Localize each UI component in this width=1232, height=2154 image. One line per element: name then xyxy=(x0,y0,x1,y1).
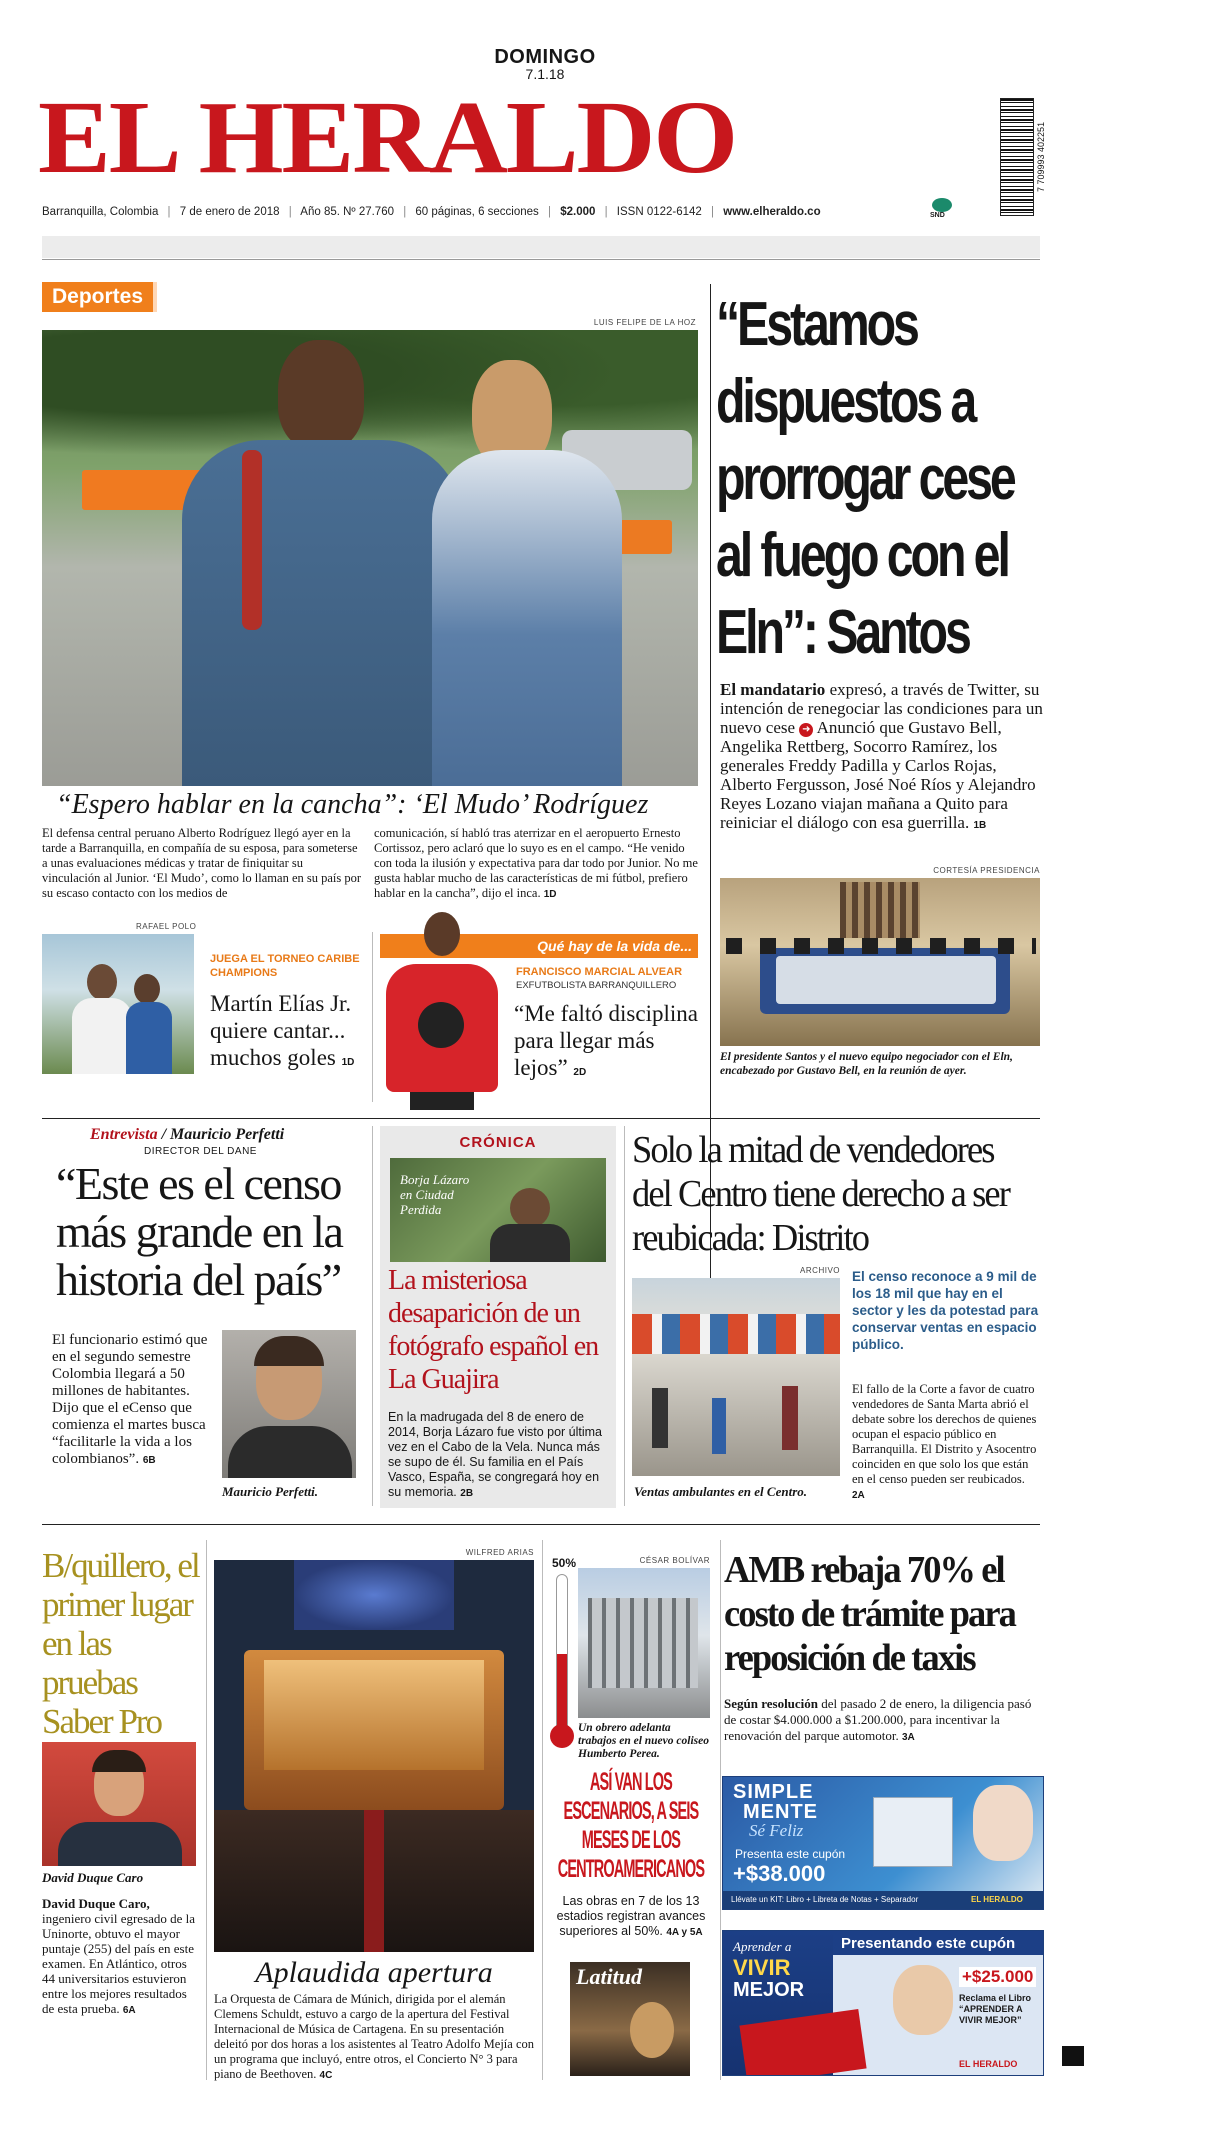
ad2-header: Presentando este cupón xyxy=(841,1935,1016,1952)
vendors-ref[interactable]: 2A xyxy=(852,1490,865,1501)
festival-ref[interactable]: 4C xyxy=(319,2070,333,2081)
interview-quote[interactable]: “Este es el censo más grande en la historia del país” xyxy=(56,1158,343,1305)
amb-body xyxy=(724,1696,1044,1746)
divider xyxy=(42,1118,1040,1119)
cronica-ref[interactable]: 2B xyxy=(460,1488,474,1499)
divider xyxy=(206,1540,207,2080)
teaser2-name: FRANCISCO MARCIAL ALVEAR xyxy=(516,966,683,978)
edition-day: DOMINGO xyxy=(494,46,596,68)
info-web[interactable]: www.elheraldo.co xyxy=(723,206,821,218)
sports-headline[interactable]: “Espero hablar en la cancha”: ‘El Mudo’ Rodríguez xyxy=(56,789,649,820)
thermometer-fill xyxy=(557,1654,567,1733)
info-issn: ISSN 0122-6142 xyxy=(616,206,702,218)
vendors-photo[interactable] xyxy=(632,1278,840,1476)
latitud-title: Latitud xyxy=(576,1964,643,1989)
ad-vivir-mejor[interactable] xyxy=(722,1930,1044,2076)
teaser1-credit: RAFAEL POLO xyxy=(136,922,197,931)
masthead-logo: EL HERALDO xyxy=(38,80,737,195)
lead-text-2: Anunció que Gustavo Bell, Angelika Rettberg, Socorro Ramírez, los generales Freddy Padilla y Carlos Rojas, Alberto Fergusson, José Noé Ríos y Alejandro Reyes Lozano viajan mañana a Quito para reiniciar el diálogo con esa guerrilla. xyxy=(720,718,1036,832)
ad1-price: +$38.000 xyxy=(733,1861,826,1886)
ad1-brand: EL HERALDO xyxy=(971,1895,1023,1904)
interview-body-text: El funcionario estimó que en el segundo semestre Colombia llegará a 50 millones de habitantes. Dijo que el eCenso que comienza el martes busca “facilitarle la vida a los colombianos”. xyxy=(52,1332,208,1467)
interview-ref[interactable]: 6B xyxy=(142,1455,156,1466)
progress-pct: 50% xyxy=(552,1556,577,1570)
masthead-bar xyxy=(42,236,1040,258)
section-tag-deportes[interactable]: Deportes xyxy=(42,282,157,312)
ad2-note: Reclama el Libro “APRENDER A VIVIR MEJOR” xyxy=(959,1993,1032,2025)
vendors-body xyxy=(852,1382,1040,1503)
arrow-right-icon: ➜ xyxy=(799,723,813,737)
amb-headline[interactable]: AMB rebaja 70% el costo de trámite para reposición de taxis xyxy=(724,1549,1015,1679)
ad2-left3: MEJOR xyxy=(733,1979,805,2001)
edition-date: 7.1.18 xyxy=(525,66,565,82)
cronica-body xyxy=(388,1410,610,1501)
thermometer-bulb xyxy=(550,1724,574,1748)
ad2-price: +$25.000 xyxy=(959,1967,1036,1987)
sports-col2-ref[interactable]: 1D xyxy=(543,889,557,900)
centro-caption: Un obrero adelanta trabajos en el nuevo coliseo Humberto Perea. xyxy=(578,1722,709,1760)
sports-body-col1: El defensa central peruano Alberto Rodríguez llegó ayer en la tarde a Barranquilla, en compañía de su esposa, para someterse a unas evaluaciones médicas y tratar de finiquitar su vinculación al Junior. ‘El Mudo’, como lo llaman en su país por su escaso contacto con los medios de xyxy=(42,826,362,900)
info-pages: 60 páginas, 6 secciones xyxy=(415,206,539,218)
divider xyxy=(624,1126,625,1506)
festival-credit: WILFRED ARIAS xyxy=(465,1548,534,1557)
lead-headline[interactable]: “Estamos dispuestos a prorrogar cese al fuego con el Eln”: Santos xyxy=(716,290,1014,667)
lead-text-1: expresó, a través de Twitter, su intención de renegociar las condiciones para un nuevo cese xyxy=(720,680,1043,737)
saber-photo[interactable] xyxy=(42,1742,196,1866)
vendors-caption: Ventas ambulantes en el Centro. xyxy=(634,1484,807,1499)
centro-credit: CÉSAR BOLÍVAR xyxy=(639,1556,710,1565)
divider xyxy=(720,1540,721,2080)
lead-caption: El presidente Santos y el nuevo equipo negociador con el Eln, encabezado por Gustavo Bell, en la reunión de ayer. xyxy=(720,1051,1013,1077)
vendors-highlight: El censo reconoce a 9 mil de los 18 mil que hay en el sector y les da potestad para conservar ventas en espacio público. xyxy=(852,1269,1039,1352)
barcode-number: 7 709993 402251 xyxy=(1036,121,1046,193)
info-date: 7 de enero de 2018 xyxy=(179,206,280,218)
festival-photo[interactable] xyxy=(214,1560,534,1952)
sports-col2-text: comunicación, sí habló tras aterrizar en el aeropuerto Ernesto Cortissoz, pero aclaró que lo suyo es en el campo. “He venido con toda la ilusión y expectativa para dar todo por Junior. No me gusta hablar mucho de las características de mi fútbol, prefiero hablar en la cancha”, dijo el inca. xyxy=(374,826,698,900)
snd-label: SND xyxy=(930,212,945,219)
saber-ref[interactable]: 6A xyxy=(122,2005,136,2016)
lead-photo-credit: CORTESÍA PRESIDENCIA xyxy=(933,866,1040,875)
ad1-book xyxy=(873,1797,953,1867)
festival-body-text: La Orquesta de Cámara de Múnich, dirigida por el alemán Clemens Schuldt, estuvo a cargo de la apertura del Festival Internacional de Música de Cartagena. En su presentación deleitó por dos horas a los asistentes al Teatro Adolfo Mejía con un programa que incluyó, entre otros, el Concierto N° 3 para piano de Beethoven. xyxy=(214,1992,535,2081)
page-marker xyxy=(1062,2046,1084,2066)
centro-headline[interactable]: ASÍ VAN LOS ESCENARIOS, A SEIS MESES DE LOS CENTROAMERICANOS xyxy=(557,1768,705,1883)
masthead-info: Barranquilla, Colombia | 7 de enero de 2018 | Año 85. Nº 27.760 | 60 páginas, 6 secciones | $2.000 | ISSN 0122-6142 | www.elheraldo.co xyxy=(42,206,821,218)
ad1-portrait xyxy=(973,1785,1033,1861)
teaser2-title-text: “Me faltó disciplina para llegar más lejos” xyxy=(514,1001,698,1080)
amb-body-bold: Según resolución xyxy=(724,1696,819,1711)
saber-body-bold: David Duque Caro, xyxy=(42,1896,150,1911)
ad1-sub: Presenta este cupón xyxy=(735,1847,846,1861)
teaser1-kicker: JUEGA EL TORNEO CARIBE CHAMPIONS xyxy=(210,953,360,979)
interview-kicker xyxy=(90,1126,284,1144)
ad-simplemente[interactable] xyxy=(722,1776,1044,1910)
saber-body-text: ingeniero civil egresado de la Uninorte, obtuvo el mayor puntaje (255) del país en este examen. En Atlántico, otros 44 universitarios estuvieron entre los mejores resultados de esta prueba. xyxy=(42,1911,196,2016)
centro-body xyxy=(548,1894,714,1940)
divider xyxy=(372,932,373,1102)
cronica-title[interactable]: La misteriosa desaparición de un fotógrafo español en La Guajira xyxy=(388,1265,599,1395)
cronica-body-text: En la madrugada del 8 de enero de 2014, Borja Lázaro fue visto por última vez en el Cabo de la Vela. Nunca más se supo de él. Su familia en el País Vasco, España, se congregará hoy en su memoria. xyxy=(388,1410,603,1499)
lead-text-bold: El mandatario xyxy=(720,680,826,699)
lead-ref[interactable]: 1B xyxy=(973,820,987,831)
ad1-foot: Llévate un KIT: Libro + Libreta de Notas + Separador xyxy=(731,1895,919,1904)
amb-body-text: del pasado 2 de enero, la diligencia pasó de costar $4.000.000 a $1.200.000, para incentivar la renovación del parque automotor. xyxy=(724,1696,1032,1743)
interview-body xyxy=(52,1332,216,1469)
interview-role: DIRECTOR DEL DANE xyxy=(144,1146,257,1157)
sports-body-col2 xyxy=(374,826,698,902)
ad1-script: Sé Feliz xyxy=(749,1821,804,1840)
sports-photo[interactable] xyxy=(42,330,698,786)
snd-icon xyxy=(932,198,952,212)
teaser2-title[interactable] xyxy=(514,1000,700,1086)
info-issue: Año 85. Nº 27.760 xyxy=(300,206,394,218)
vendors-body-text: El fallo de la Corte a favor de cuatro vendedores de Santa Marta abrió el debate sobre los derechos de quienes ocupan el espacio público en Barranquilla. El Distrito y Asocentro coinciden en que solo los que están en el censo pueden ser reubicados. xyxy=(852,1382,1037,1486)
teaser2-photo[interactable] xyxy=(380,910,500,1110)
teaser1-photo[interactable] xyxy=(42,934,194,1074)
ad2-brand: EL HERALDO xyxy=(959,2059,1018,2069)
saber-body xyxy=(42,1896,198,2018)
teaser2-role: EXFUTBOLISTA BARRANQUILLERO xyxy=(516,980,677,991)
divider xyxy=(542,1540,543,2080)
lead-photo[interactable] xyxy=(720,878,1040,1046)
vendors-credit: ARCHIVO xyxy=(800,1266,840,1275)
saber-headline[interactable]: B/quillero, el primer lugar en las pruebas Saber Pro xyxy=(42,1546,199,1741)
info-price: $2.000 xyxy=(560,206,596,218)
festival-headline[interactable]: Aplaudida apertura xyxy=(255,1956,493,1989)
teaser2-label: Qué hay de la vida de... xyxy=(537,938,692,954)
vendors-headline[interactable]: Solo la mitad de vendedores del Centro tiene derecho a ser reubicada: Distrito xyxy=(632,1129,1009,1259)
teaser2-ref[interactable]: 2D xyxy=(573,1067,587,1078)
teaser1-title[interactable] xyxy=(210,990,376,1076)
photo-credit: LUIS FELIPE DE LA HOZ xyxy=(593,318,696,327)
ad1-title2: MENTE xyxy=(743,1801,818,1823)
centro-ref[interactable]: 4A y 5A xyxy=(666,1927,703,1938)
divider xyxy=(372,1126,373,1506)
lead-text xyxy=(720,680,1044,835)
interview-photo[interactable] xyxy=(222,1330,356,1478)
amb-ref[interactable]: 3A xyxy=(901,1732,915,1743)
centro-body-text: Las obras en 7 de los 13 estadios registran avances superiores al 50%. xyxy=(556,1894,706,1938)
interview-kicker-2: / Mauricio Perfetti xyxy=(161,1126,285,1143)
teaser1-ref[interactable]: 1D xyxy=(341,1057,355,1068)
festival-body xyxy=(214,1992,534,2083)
teaser1-title-text: Martín Elías Jr. quiere cantar... muchos goles xyxy=(210,991,352,1070)
masthead-rule xyxy=(42,259,1040,260)
info-city: Barranquilla, Colombia xyxy=(42,206,159,218)
ad2-left1: Aprender a xyxy=(733,1939,792,1954)
centro-photo[interactable] xyxy=(578,1568,710,1718)
thermometer xyxy=(556,1574,568,1734)
saber-caption: David Duque Caro xyxy=(42,1870,144,1885)
ad1-title1: SIMPLE xyxy=(733,1781,814,1803)
interview-caption: Mauricio Perfetti. xyxy=(222,1484,319,1499)
ad2-portrait xyxy=(893,1965,953,2035)
divider xyxy=(42,1524,1040,1525)
interview-kicker-1: Entrevista xyxy=(90,1126,158,1143)
cronica-photo-text: Borja Lázaro en Ciudad Perdida xyxy=(400,1172,470,1217)
cronica-label: CRÓNICA xyxy=(459,1134,537,1151)
barcode xyxy=(1000,98,1034,216)
ad2-left2: VIVIR xyxy=(733,1955,791,1980)
